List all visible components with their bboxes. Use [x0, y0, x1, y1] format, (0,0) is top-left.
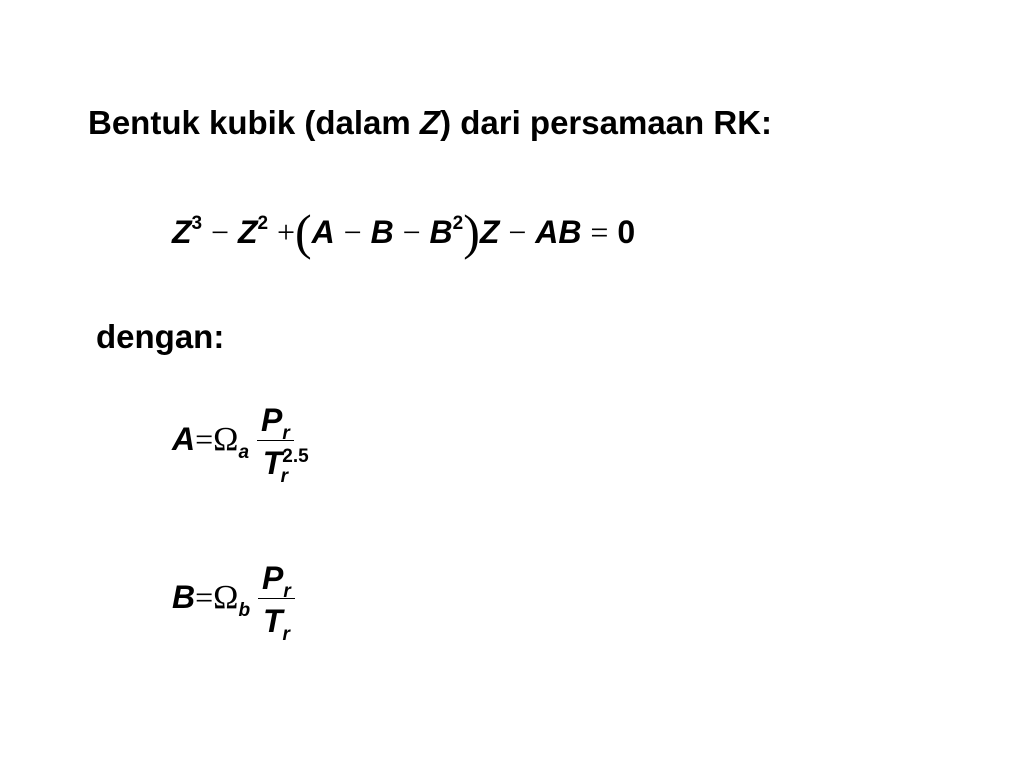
eq-a-equals: = — [195, 420, 214, 457]
denominator-sup: 2.5 — [282, 446, 309, 467]
title-prefix: Bentuk kubik (dalam — [88, 104, 420, 141]
title-suffix: ) dari persamaan RK: — [440, 104, 773, 141]
eq-exponent: 2 — [257, 213, 269, 234]
eq-operator: − — [211, 214, 230, 250]
denominator-sub: r — [282, 624, 290, 645]
equation-b — [172, 560, 295, 645]
fraction-a — [257, 402, 309, 487]
eq-equals: = — [590, 214, 609, 250]
omega-symbol: Ω — [213, 578, 239, 616]
eq-zero: 0 — [617, 214, 636, 250]
denominator-var: T — [262, 445, 283, 481]
fraction-denominator — [257, 445, 309, 487]
eq-term-b: B — [370, 214, 394, 250]
eq-operator: − — [508, 214, 527, 250]
eq-term-z: Z — [172, 214, 192, 250]
eq-operator: + — [276, 214, 296, 250]
cubic-equation — [172, 204, 636, 260]
eq-b-equals: = — [195, 578, 214, 615]
eq-term-z: Z — [479, 214, 500, 250]
eq-term-a: A — [311, 214, 335, 250]
equation-a — [172, 402, 309, 487]
fraction-numerator — [257, 402, 294, 444]
eq-exponent: 3 — [191, 213, 203, 234]
title-variable: Z — [419, 104, 441, 141]
dengan-label: dengan: — [96, 318, 225, 355]
numerator-var: P — [261, 402, 283, 438]
eq-right-paren: ) — [463, 204, 480, 260]
slide-title — [88, 104, 772, 142]
fraction-numerator — [258, 560, 295, 602]
eq-term-ab: AB — [535, 214, 582, 250]
eq-b-lhs: B — [172, 578, 196, 615]
denominator-sub: r — [280, 466, 289, 487]
eq-a-lhs: A — [172, 420, 196, 457]
omega-subscript: b — [238, 599, 251, 621]
denominator-var: T — [262, 603, 283, 639]
eq-exponent: 2 — [452, 213, 464, 234]
fraction-denominator — [258, 603, 295, 645]
eq-operator: − — [343, 214, 362, 250]
numerator-sub: r — [282, 423, 290, 444]
eq-left-paren: ( — [295, 204, 312, 260]
eq-term-b: B — [429, 214, 453, 250]
omega-subscript: a — [238, 441, 250, 463]
numerator-var: P — [262, 560, 284, 596]
numerator-sub: r — [283, 581, 291, 602]
fraction-b — [258, 560, 295, 645]
omega-symbol: Ω — [213, 420, 239, 458]
eq-operator: − — [402, 214, 421, 250]
eq-term-z: Z — [237, 214, 258, 250]
